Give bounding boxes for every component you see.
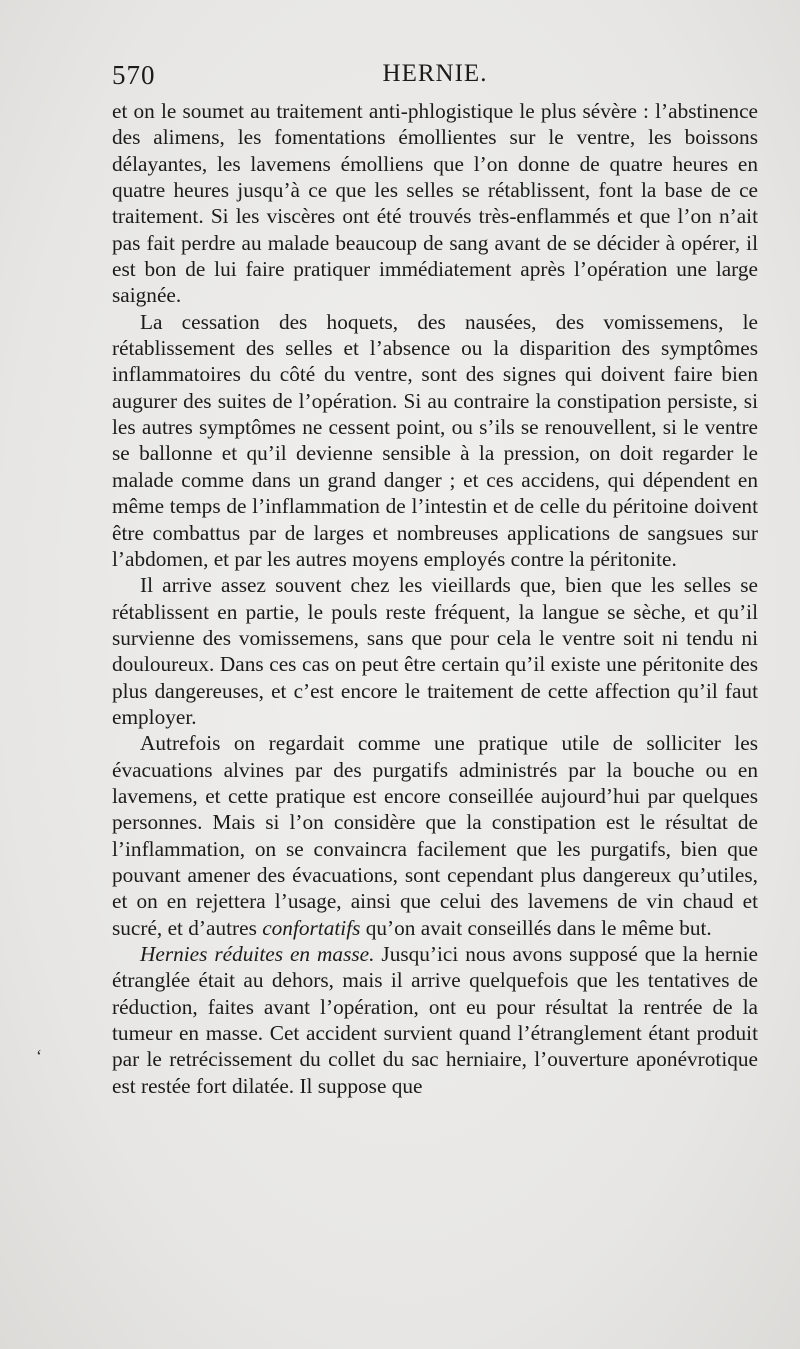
paragraph-1: et on le soumet au traitement anti-phlogistique le plus sévère : l’abstinence des alimens, les fomentations émollientes sur le ventre, les boissons délayantes, les lavemens émolliens que l’on donne de quatre heures en quatre heures jusqu’à ce que les selles se rétablissent, font la base de ce traitement. Si les viscères ont été trouvés très-enflammés et que l’on n’ait pas fait perdre au malade beaucoup de sang avant de se décider à opérer, il est bon de lui faire pratiquer immédiatement après l’opération une large saignée.	[112, 99, 758, 308]
paragraph-4	[112, 730, 758, 941]
body-text	[112, 98, 758, 1099]
paragraph-5-text: Jusqu’ici nous avons supposé que la hernie étranglée était au dehors, mais il arrive quelquefois que les tentatives de réduction, faites avant l’opération, ont eu pour résultat la rentrée de la tumeur en masse. Cet accident survient quand l’étranglement étant produit par le retrécissement du collet du sac herniaire, l’ouverture aponévrotique est restée fort dilatée. Il suppose que	[112, 942, 758, 1098]
paragraph-4-italic-term: confortatifs	[262, 915, 361, 940]
running-head: HERNIE.	[382, 60, 488, 87]
paragraph-2: La cessation des hoquets, des nausées, des vomissemens, le rétablissement des selles et l’absence ou la disparition des symptômes inflammatoires du côté du ventre, sont des signes qui doivent faire bien augurer des suites de l’opération. Si au contraire la constipation persiste, si les autres symptômes ne cessent point, ou s’ils se renouvellent, si le ventre se ballonne et qu’il devienne sensible à la pression, on doit regarder le malade comme dans un grand danger ; et ces accidens, qui dépendent en même temps de l’inflammation de l’intestin et de celle du péritoine doivent être combattus par de larges et nombreuses applications de sangsues sur l’abdomen, et par les autres moyens employés contre la péritonite.	[112, 309, 758, 571]
paragraph-3: Il arrive assez souvent chez les vieillards que, bien que les selles se rétablissent en partie, le pouls reste fréquent, la langue se sèche, et qu’il survienne des vomissemens, sans que pour cela le ventre soit ni tendu ni douloureux. Dans ces cas on peut être certain qu’il existe une péritonite des plus dangereuses, et c’est encore le traitement de cette affection qu’il faut employer.	[112, 573, 758, 729]
page-header	[112, 60, 758, 96]
section-title-hernies-reduites: Hernies réduites en masse.	[140, 942, 375, 966]
paragraph-4-text-before: Autrefois on regardait comme une pratique utile de solliciter les évacuations alvines par des purgatifs administrés par la bouche ou en lavemens, et cette pratique est encore conseillée aujourd’hui par quelques personnes. Mais si l’on considère que la constipation est le résultat de l’inflammation, on se convaincra facilement que les purgatifs, bien que pouvant amener des évacuations, sont cependant plus dangereux qu’utiles, et on en rejettera l’usage, ainsi que celui des lavemens de vin chaud et sucré, et d’autres	[112, 731, 758, 940]
paragraph-5	[112, 941, 758, 1099]
page-number: 570	[112, 60, 156, 90]
margin-mark: ‘	[36, 1046, 42, 1066]
paragraph-4-text-after: qu’on avait conseillés dans le même but.	[360, 915, 712, 940]
